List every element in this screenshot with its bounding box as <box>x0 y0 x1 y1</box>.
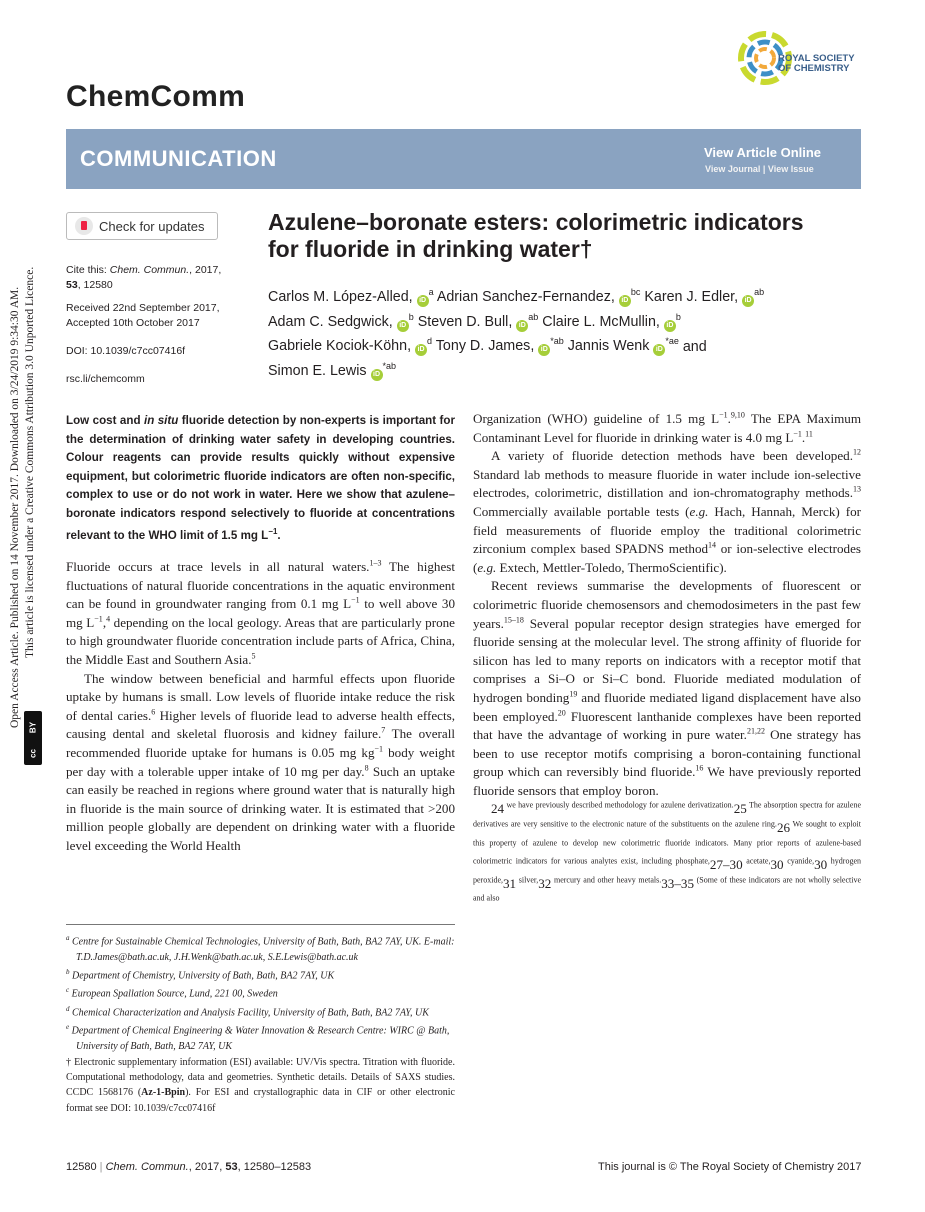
affiliation-footnote: $^e$ Department of Chemical Engineering & Water Innovation & Research Centre: WIRC @ Bath, University of Bath, Bath, BA2 7AY, UK <box>66 1023 450 1052</box>
side-license-line-2: This article is licensed under a Creative Commons Attribution 3.0 Unported Licence. <box>24 266 36 658</box>
orcid-icon[interactable]: iD <box>415 344 427 356</box>
check-for-updates-label: Check for updates <box>99 218 205 234</box>
author[interactable]: Gabriele Kociok-Köhn, $iD^d$ <box>268 336 433 355</box>
crossmark-icon <box>75 217 93 235</box>
orcid-icon[interactable]: iD <box>742 295 754 307</box>
page-footer-left: 12580 | Chem. Commun., 2017, 53, 12580–12583 <box>66 1161 312 1173</box>
author-and: and <box>682 338 707 355</box>
footnotes <box>66 931 455 1116</box>
journal-short-url[interactable]: rsc.li/chemcomm <box>66 373 145 385</box>
author[interactable]: Adrian Sanchez-Fernandez, $iD^{bc}$ <box>436 287 641 305</box>
body-right-column <box>473 410 861 912</box>
paragraph: The window between beneficial and harmful effects upon fluoride uptake by humans is small. Low levels of fluoride intake reduce the risk of dental caries.$^6$ Higher levels of fluoride lead to adverse health effects, causing dental and skeletal fluorosis and kidney failure.$^7$ The overall recommended fluoride uptake for humans is 0.05 mg $kg^{-1}$ body weight per day with a tolerable upper intake of 10 mg per day.$^8$ Such an uptake can easily be reached in regions where ground water that is naturally high in fluoride is the main source of drinking water. It is estimated that >200 million people globally are dependent on drinking water with a fluoride level exceeding the World Health <box>66 670 455 853</box>
orcid-icon[interactable]: iD <box>371 369 383 381</box>
author[interactable]: Steven D. Bull, $iD^{ab}$ <box>417 311 539 330</box>
author-list <box>268 282 868 381</box>
page-footer-right: This journal is © The Royal Society of Chemistry 2017 <box>598 1161 862 1173</box>
doi[interactable]: DOI: 10.1039/c7cc07416f <box>66 345 186 357</box>
orcid-icon[interactable]: iD <box>538 344 550 356</box>
citation-info: Cite this: Chem. Commun., 2017, 53, 12580 <box>66 264 222 291</box>
view-issue-link[interactable]: View Issue <box>767 164 814 174</box>
body-left-column <box>66 558 455 856</box>
cc-by-badge[interactable] <box>24 711 42 765</box>
paragraph: 24 $^{we have previously described methodology for azulene derivatization.}$25 $^{The absorption spectra for azulene derivatives are very sensitive to the electronic nature of the substituents on the azulene ring.}$26 $^{We sought to exploit this property of azulene to develop new colorimetric fluoride indicators. Many prior reports of azulene-based colorimetric indicators for various analytes exist, including phosphate,}$27–30 $^{acetate,}$30 $^{cyanide,}$30 $^{hydrogen peroxide,}$31 $^{silver,}$32 $^{mercury and other heavy metals.}$33–35 $^{(Some of these indicators are not wholly selective and also}$ <box>473 801 862 904</box>
footnote-divider <box>66 924 455 925</box>
abstract: Low cost and in situ fluoride detection by non-experts is important for the determination of drinking water safety in developing countries. Colour reagents can provide results quickly without expensive equipment, but colorimetric fluoride indicators are often non-specific, complex to use or do not work in water. Here we show that azulene–boronate indicators respond selectively to fluoride at concentrations relevant to the WHO limit of 1.5 mg $L^{-1}$. <box>66 414 456 542</box>
author[interactable]: Tony D. James, $iD^{*ab}$ <box>435 336 564 355</box>
author[interactable]: Carlos M. López-Alled, $iD^a$ <box>268 287 434 305</box>
view-links <box>705 164 814 174</box>
side-license-line-1: Open Access Article. Published on 14 November 2017. Downloaded on 3/24/2019 9:34:30 AM. <box>9 286 21 728</box>
affiliation-footnote: $^d$ Chemical Characterization and Analysis Facility, University of Bath, Bath, BA2 7AY, UK <box>66 1004 429 1019</box>
affiliation-footnote: $^c$ European Spallation Source, Lund, 221 00, Sweden <box>66 986 278 1000</box>
paragraph: Fluoride occurs at trace levels in all natural waters.$^{1-3}$ The highest fluctuations of natural fluoride concentrations in the aquatic environment can be found in groundwater ranging from 0.1 mg $L^{-1}$ to well above 30 mg $L^{-1},^4$ depending on the local geology. Areas that are particularly prone to high groundwater fluoride concentration include parts of Africa, China, the Middle East and Southern Asia.$^5$ <box>66 558 455 667</box>
orcid-icon[interactable]: iD <box>397 320 409 332</box>
orcid-icon[interactable]: iD <box>619 295 631 307</box>
orcid-icon[interactable]: iD <box>664 320 676 332</box>
affiliation-footnote: $^a$ Centre for Sustainable Chemical Technologies, University of Bath, Bath, BA2 7AY, UK. E-mail: T.D.James@bath.ac.uk, J.H.Wenk@bath.ac.uk, S.E.Lewis@bath.ac.uk <box>66 934 455 963</box>
orcid-icon[interactable]: iD <box>653 344 665 356</box>
paragraph: A variety of fluoride detection methods have been developed.$^{12}$ Standard lab methods to measure fluoride in water include ion-selective electrodes, colorimetric, distillation and ion-chromatography methods.$^{13}$ Commercially available portable tests (e.g. Hach, Hannah, Merck) for field measurements of fluoride employ the traditional colorimetric zirconium complex based SPADNS method$^{14}$ or ion-selective electrodes (e.g. Extech, Mettler-Toledo, ThermoScientific). <box>473 447 861 575</box>
article-type-label: COMMUNICATION <box>80 146 277 171</box>
check-for-updates-button[interactable] <box>66 212 218 240</box>
view-article-online-link[interactable]: View Article Online <box>704 145 822 160</box>
esi-footnote: † Electronic supplementary information (ESI) available: UV/Vis spectra. Titration with fluoride. Computational methodology, data and geometries. Synthetic details. Details of SAXS studies. CCDC 1568176 (Az-1-Bpin). For ESI and crystallographic data in CIF or other electronic format see DOI: 10.1039/c7cc07416f <box>66 1057 455 1114</box>
view-journal-link[interactable]: View Journal <box>705 164 761 174</box>
author[interactable]: Karen J. Edler, $iD^{ab}$ <box>644 287 765 305</box>
orcid-icon[interactable]: iD <box>516 320 528 332</box>
paragraph: Organization (WHO) guideline of 1.5 mg $L^{-1}.^{9,10}$ The EPA Maximum Contaminant Level for fluoride in drinking water is 4.0 mg $L^{-1}.^{11}$ <box>473 410 861 445</box>
separator: | <box>762 164 766 174</box>
article-title: Azulene–boronate esters: colorimetric indicators for fluoride in drinking water† <box>268 209 804 262</box>
page-number: 12580 <box>66 1161 97 1173</box>
affiliation-footnote: $^b$ Department of Chemistry, University of Bath, Bath, BA2 7AY, UK <box>66 967 335 982</box>
author[interactable]: Jannis Wenk $iD^{*ae}$ <box>567 336 679 355</box>
author[interactable]: Simon E. Lewis $iD^{*ab}$ <box>268 361 397 380</box>
cc-label: cc <box>28 749 38 758</box>
author[interactable]: Adam C. Sedgwick, $iD^b$ <box>268 311 414 330</box>
orcid-icon[interactable]: iD <box>417 295 429 307</box>
by-label: BY <box>28 721 38 734</box>
publisher-name: ROYAL SOCIETY OF CHEMISTRY <box>778 53 855 74</box>
journal-name: ChemComm <box>66 80 246 113</box>
author[interactable]: Claire L. McMullin, $iD^b$ <box>542 311 681 330</box>
dates: Received 22nd September 2017, Accepted 10th October 2017 <box>66 302 220 329</box>
paragraph: Recent reviews summarise the developments of fluorescent or colorimetric fluoride chemosensors and chemodosimeters in the past few years.$^{15-18}$ Several popular receptor design strategies have emerged for fluoride sensing at the molecular level. The strong affinity of fluoride for silicon has led to many reports on indicators with a receptor motif that comprises a Si–O or Si–C bond. Fluoride mediated modulation of hydrogen bonding$^{19}$ and fluoride mediated ligand displacement have also been employed.$^{20}$ Fluorescent lanthanide complexes have been reported that have the advantage of working in pure water.$^{21,22}$ One strategy has been to use receptor motifs comprising a boron-containing functional group which can reversibly bind fluoride.$^{16}$ We have previously reported fluoride sensors that employ boron. <box>473 578 862 798</box>
